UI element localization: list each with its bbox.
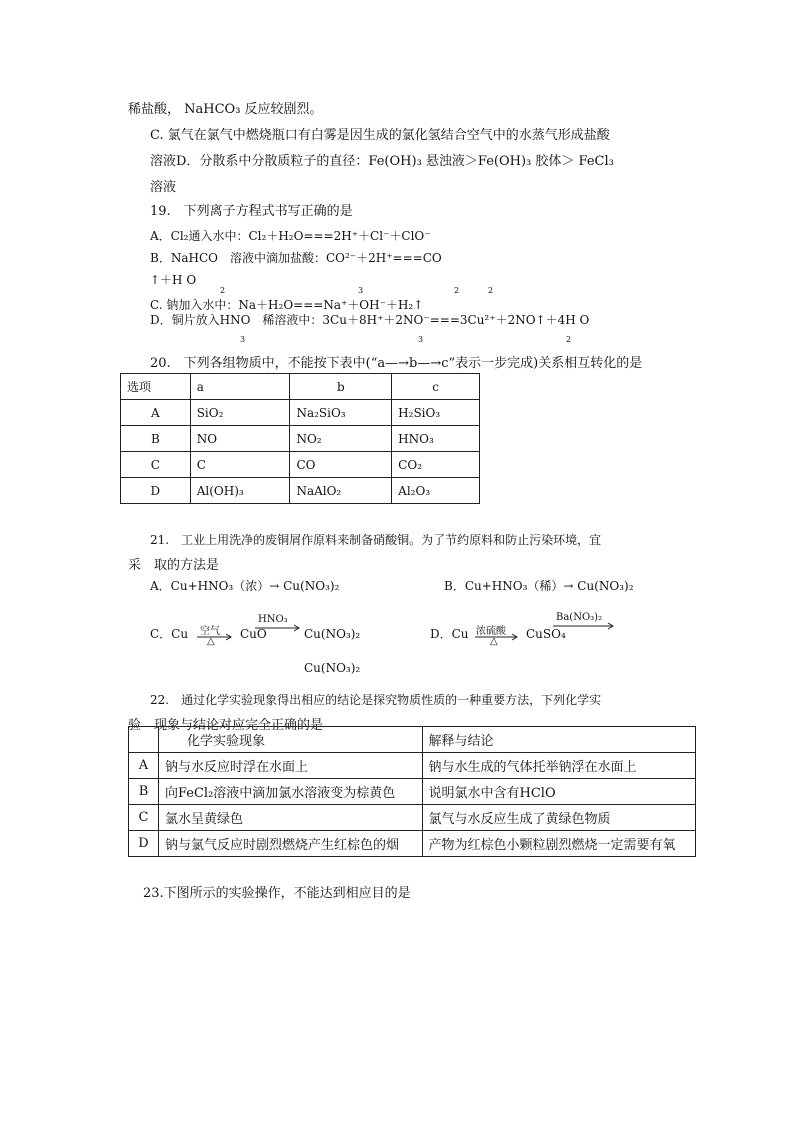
q19-d-subscript-3: 2 [566,335,572,344]
table-cell: D [121,478,191,504]
table-cell: C [121,452,191,478]
q21-d-product: Cu(NO₃)₂ [304,661,361,675]
q19-option-b-line1: B．NaHCO 溶液中滴加盐酸：CO²⁻＋2H⁺===CO [150,251,442,265]
q20-table [120,373,480,504]
table-row [121,478,480,504]
table-cell: A [129,753,159,779]
q19-b-subscript: 2 [220,286,226,295]
q20-header-row [121,374,480,400]
table-cell: 说明氯水中含有HClO [422,779,696,805]
table-cell: Na₂SiO₃ [290,400,392,426]
q18-option-c-line2: 溶液D．分散系中分散质粒子的直径：Fe(OH)₃ 悬浊液＞Fe(OH)₃ 胶体＞ FeCl₃ [150,154,614,169]
table-row [129,753,696,779]
table-row [129,805,696,831]
table-cell: B [129,779,159,805]
q18-option-c-line3: 溶液 [150,180,177,195]
q21-c-cu: C．Cu [150,627,189,641]
q21-c-delta: △ [207,636,215,647]
table-cell: CO₂ [392,452,480,478]
table-row [121,426,480,452]
q19-d-subscript-1: 3 [240,335,246,344]
table-cell: 氯水呈黄绿色 [158,805,422,831]
table-cell: H₂SiO₃ [392,400,480,426]
table-row [121,400,480,426]
q19-option-b-line2: ↑＋H O [150,273,197,287]
table-cell: D [129,831,159,857]
table-row [129,779,696,805]
q22-stem-line2: 验 现象与结论对应完全正确的是 [128,718,324,733]
q21-d-cu: D．Cu [430,627,469,641]
q21-stem-line1: 21. 工业上用洗净的废铜屑作原料来制备硝酸铜。为了节约原料和防止污染环境，宜 [150,533,602,547]
q21-d-delta: △ [490,636,498,647]
q18-option-c-line1: C. 氯气在氯气中燃烧瓶口有白雾是因生成的氯化氢结合空气中的水蒸气形成盐酸 [150,128,610,143]
q21-c-cuo: CuO [240,627,267,641]
table-cell: NaAlO₂ [290,478,392,504]
q22-header-blank [129,727,159,753]
table-cell: HNO₃ [392,426,480,452]
table-cell: 产物为红棕色小颗粒剧烈燃烧一定需要有氧 [422,831,696,857]
q21-c-arrow1 [196,633,234,641]
q18-continuation: 稀盐酸， NaHCO₃ 反应较剧烈。 [128,102,323,117]
table-cell: 钠与水反应时浮在水面上 [158,753,422,779]
table-cell: Al₂O₃ [392,478,480,504]
q22-header-row [129,727,696,753]
table-cell: 钠与氯气反应时剧烈燃烧产生红棕色的烟 [158,831,422,857]
q21-stem-line2: 采 取的方法是 [128,558,220,573]
q23-stem: 23.下图所示的实验操作，不能达到相应目的是 [143,886,411,901]
q21-option-b: B．Cu+HNO₃（稀）→ Cu(NO₃)₂ [444,579,634,593]
q22-header-conclusion: 解释与结论 [422,727,696,753]
q19-b-subscript-4: 2 [488,286,494,295]
q19-option-d: D．铜片放入HNO 稀溶液中：3Cu＋8H⁺＋2NO⁻===3Cu²⁺＋2NO↑＋4H O [150,313,590,327]
q20-stem: 20. 下列各组物质中，不能按下表中(“a—→b—→c”表示一步完成)关系相互转化的是 [150,356,643,371]
table-cell: Al(OH)₃ [190,478,290,504]
q19-stem: 19. 下列离子方程式书写正确的是 [150,204,353,219]
table-cell: C [129,805,159,831]
table-row [121,452,480,478]
q21-d-cuso4: CuSO₄ [526,627,566,641]
q19-b-subscript-3: 2 [454,286,460,295]
table-cell: NO [190,426,290,452]
q21-option-a: A．Cu+HNO₃（浓）→ Cu(NO₃)₂ [150,579,340,593]
table-cell: 钠与水生成的气体托举钠浮在水面上 [422,753,696,779]
table-row [129,831,696,857]
q19-option-c: C. 钠加入水中：Na＋H₂O===Na⁺＋OH⁻＋H₂↑ [150,298,424,312]
q20-header-c: c [392,374,480,400]
q21-d-ba-label: Ba(NO₃)₂ [556,612,603,623]
table-cell: 氯气与水反应生成了黄绿色物质 [422,805,696,831]
q19-d-subscript-2: 3 [418,335,424,344]
q21-c-hno3-label: HNO₃ [258,614,288,625]
q21-c-product: Cu(NO₃)₂ [304,627,361,641]
q20-header-b: b [290,374,392,400]
table-cell: NO₂ [290,426,392,452]
table-cell: CO [290,452,392,478]
table-cell: B [121,426,191,452]
table-cell: 向FeCl₂溶液中滴加氯水溶液变为棕黄色 [158,779,422,805]
table-cell: A [121,400,191,426]
table-cell: C [190,452,290,478]
q22-table-clip [128,726,698,853]
q21-c-air-label: 空气 [200,626,220,637]
q21-d-arrow2 [552,622,616,630]
q20-header-a: a [190,374,290,400]
q22-stem-line1: 22. 通过化学实验现象得出相应的结论是探究物质性质的一种重要方法，下列化学实 [150,693,602,707]
q21-c-arrow2 [254,624,302,632]
q22-header-phenomenon: 化学实验现象 [158,727,422,753]
q22-table [128,726,696,857]
q19-option-a: A．Cl₂通入水中：Cl₂＋H₂O===2H⁺＋Cl⁻＋ClO⁻ [150,229,431,243]
q21-d-acid-label: 浓硫酸 [476,626,506,637]
q20-header-option: 选项 [121,374,191,400]
q19-b-subscript-2: 3 [358,286,364,295]
table-cell: SiO₂ [190,400,290,426]
